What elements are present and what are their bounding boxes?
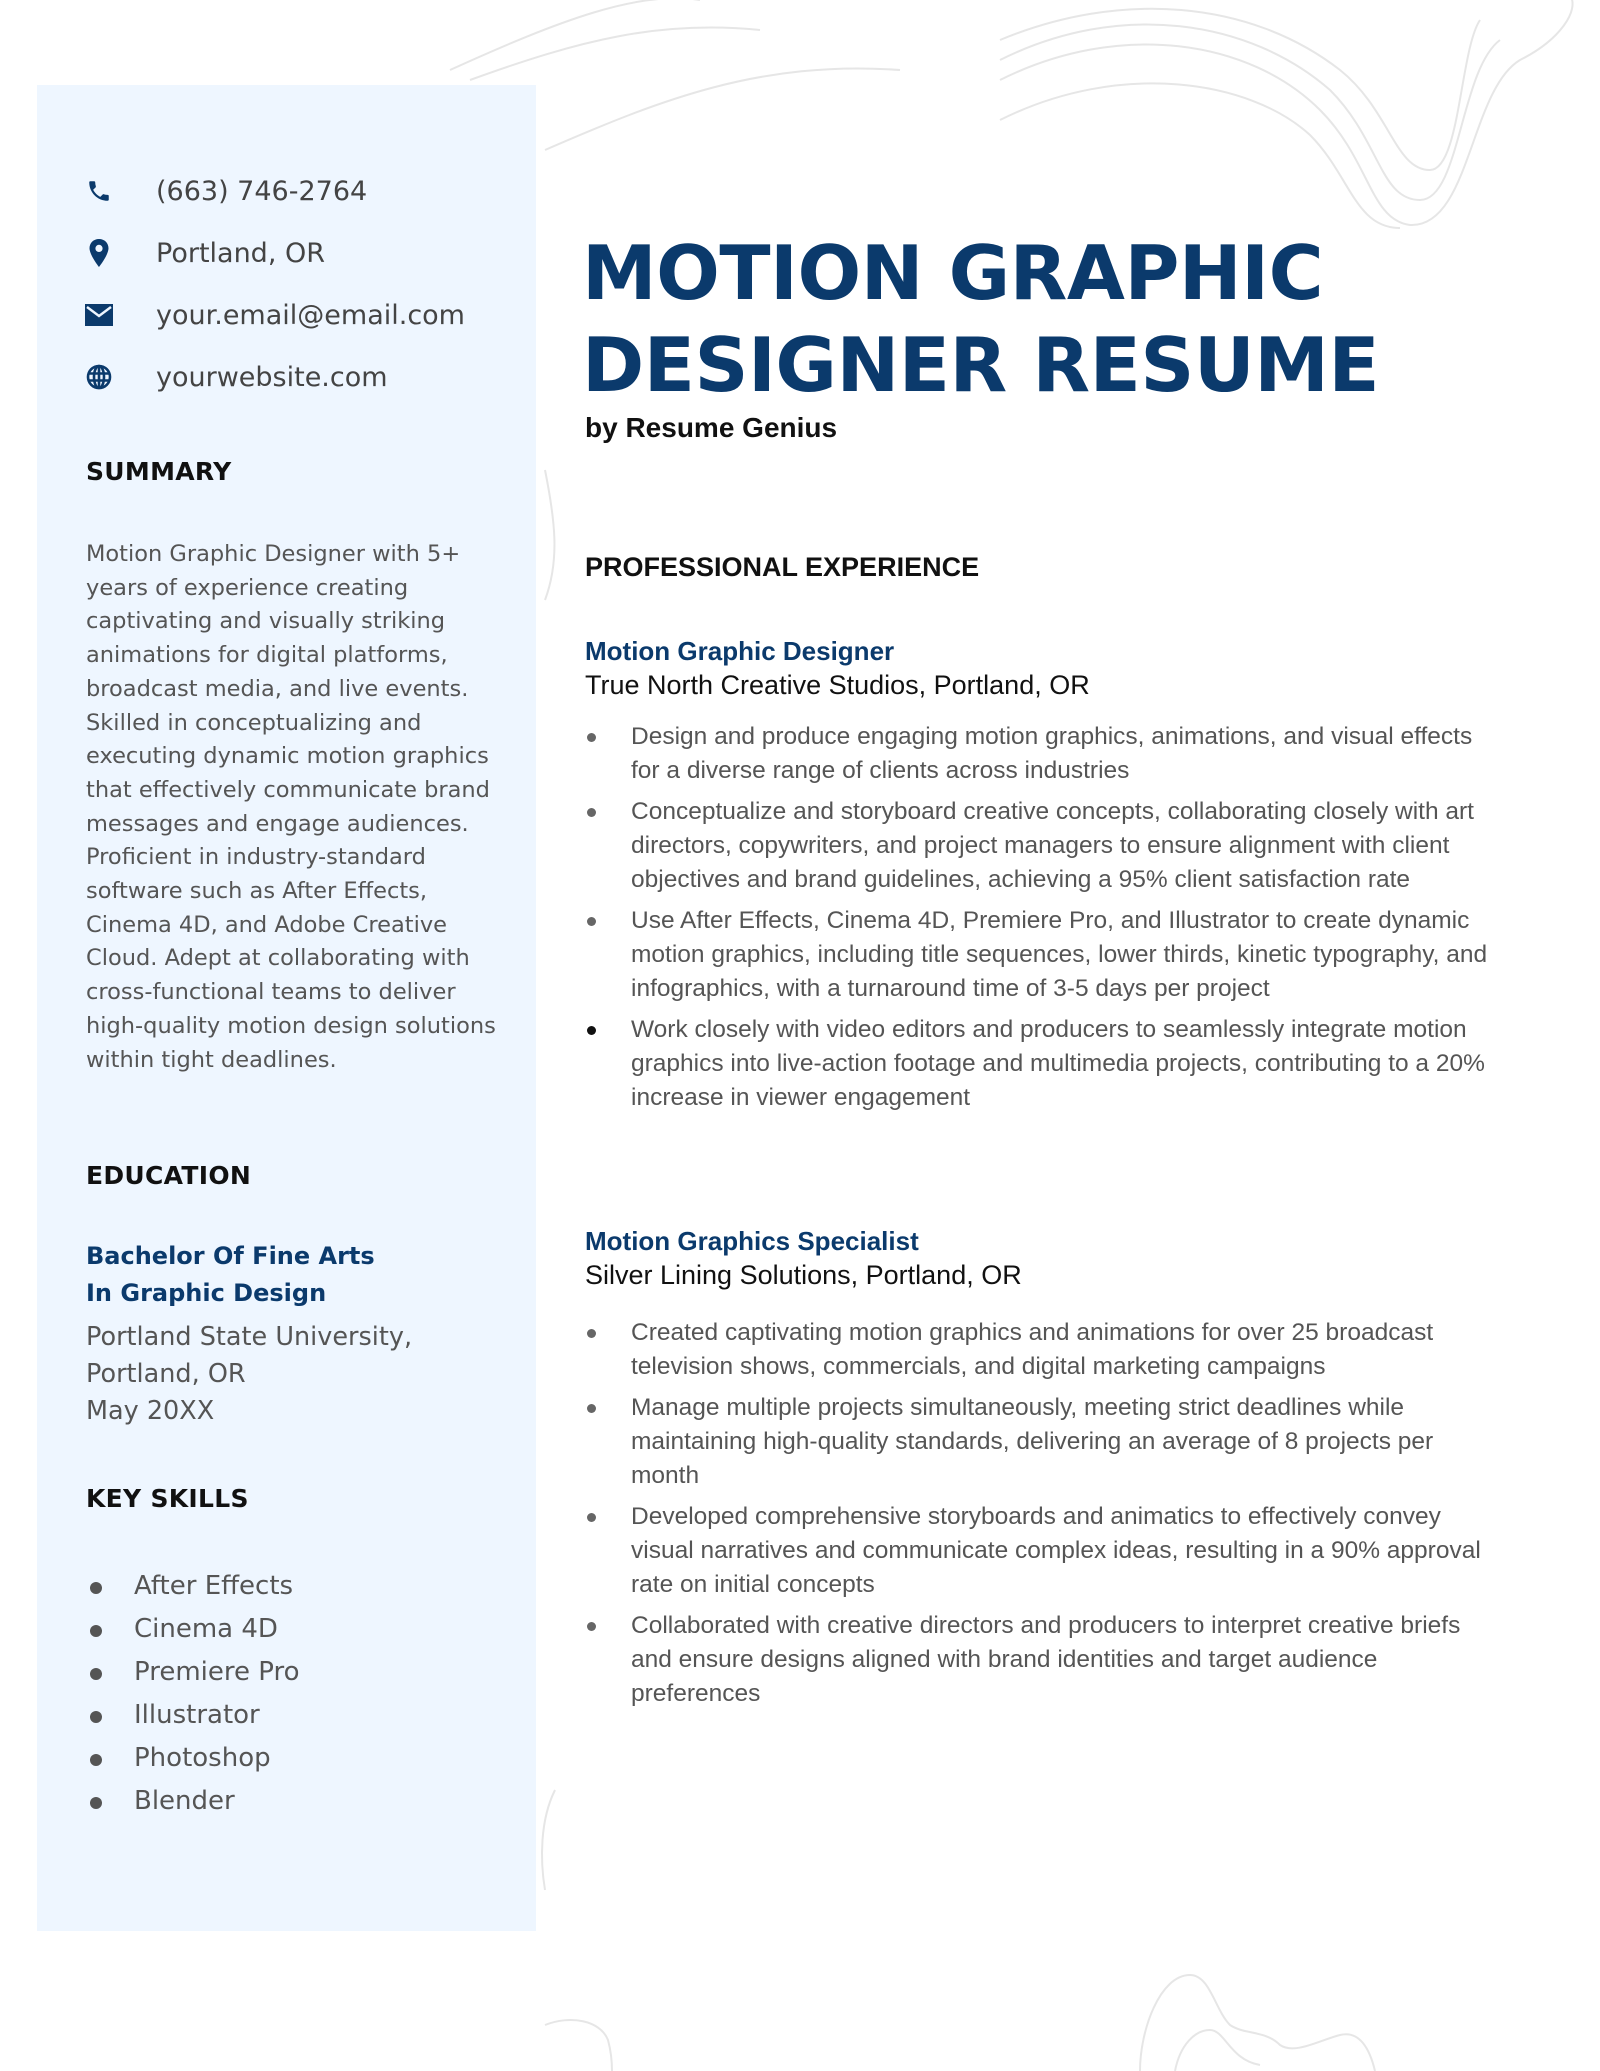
company-1: True North Creative Studios, Portland, OR — [585, 670, 1090, 700]
location-text: Portland, OR — [156, 237, 326, 269]
bullet-icon — [90, 1625, 102, 1637]
list-item: Use After Effects, Cinema 4D, Premiere Pro, and Illustrator to create dynamic motion graphics, including title sequences, lower thirds, kinetic typography, and infographics, with a turnaround time of 3-5 days per project — [585, 904, 1505, 1006]
list-item: Manage multiple projects simultaneously, meeting strict deadlines while maintaining high-quality standards, delivering an average of 8 projects per month — [585, 1391, 1505, 1493]
phone-icon — [84, 176, 114, 206]
list-item: Conceptualize and storyboard creative concepts, collaborating closely with art directors, copywriters, and project managers to ensure alignment with client objectives and brand guidelines, achieving a 95% client satisfaction rate — [585, 795, 1505, 897]
list-item: Work closely with video editors and producers to seamlessly integrate motion graphics into live-action footage and multimedia projects, contributing to a 20% increase in viewer engagement — [585, 1013, 1505, 1115]
bullet-icon — [90, 1711, 102, 1723]
bullet-icon — [587, 808, 596, 817]
email-link[interactable]: your.email@email.com — [156, 299, 465, 331]
job-title-1: Motion Graphic Designer — [585, 636, 895, 666]
phone-number: (663) 746-2764 — [156, 175, 368, 207]
bullet-icon — [90, 1797, 102, 1809]
school-location: Portland, OR — [86, 1359, 246, 1389]
bullet-icon — [587, 1404, 596, 1413]
job-title-2: Motion Graphics Specialist — [585, 1226, 919, 1256]
bullet-icon — [587, 917, 596, 926]
page-title-line-2: DESIGNER RESUME — [582, 321, 1380, 409]
skill-item: Cinema 4D — [86, 1609, 486, 1649]
contact-email[interactable] — [84, 295, 465, 335]
page-title-line-1: MOTION GRAPHIC — [582, 229, 1324, 317]
school-name: Portland State University, — [86, 1322, 413, 1352]
job-1-bullets — [585, 720, 1505, 1122]
bullet-icon — [587, 1329, 596, 1338]
byline: by Resume Genius — [585, 412, 838, 443]
skill-item: After Effects — [86, 1566, 486, 1606]
bullet-icon — [587, 1513, 596, 1522]
skills-heading: KEY SKILLS — [86, 1484, 249, 1513]
degree-line-2: In Graphic Design — [86, 1279, 327, 1307]
summary-heading: SUMMARY — [86, 457, 232, 486]
contact-location — [84, 233, 326, 273]
degree-line-1: Bachelor Of Fine Arts — [86, 1242, 375, 1270]
skill-item: Premiere Pro — [86, 1652, 486, 1692]
bullet-icon — [587, 1026, 596, 1035]
bullet-icon — [587, 733, 596, 742]
bullet-icon — [90, 1754, 102, 1766]
map-pin-icon — [84, 238, 114, 268]
list-item: Developed comprehensive storyboards and animatics to effectively convey visual narratives and communicate complex ideas, resulting in a 90% approval rate on initial concepts — [585, 1500, 1505, 1602]
graduation-date: May 20XX — [86, 1396, 215, 1426]
experience-heading: PROFESSIONAL EXPERIENCE — [585, 552, 980, 582]
envelope-icon — [84, 300, 114, 330]
bullet-icon — [90, 1668, 102, 1680]
contact-website[interactable] — [84, 357, 388, 397]
contact-phone — [84, 171, 368, 211]
list-item: Collaborated with creative directors and producers to interpret creative briefs and ensure designs aligned with brand identities and target audience preferences — [585, 1609, 1505, 1711]
company-2: Silver Lining Solutions, Portland, OR — [585, 1260, 1022, 1290]
bullet-icon — [587, 1622, 596, 1631]
bullet-icon — [90, 1582, 102, 1594]
website-link[interactable]: yourwebsite.com — [156, 361, 388, 393]
skill-item: Photoshop — [86, 1738, 486, 1778]
list-item: Design and produce engaging motion graphics, animations, and visual effects for a diverse range of clients across industries — [585, 720, 1505, 788]
education-heading: EDUCATION — [86, 1161, 252, 1190]
skill-item: Blender — [86, 1781, 486, 1821]
job-2-bullets — [585, 1316, 1505, 1718]
globe-icon — [84, 362, 114, 392]
summary-text: Motion Graphic Designer with 5+ years of experience creating captivating and visually striking animations for digital platforms, broadcast media, and live events. Skilled in conceptualizing and executing dynamic motion graphics that effectively communicate brand messages and engage audiences. Proficient in industry-standard software such as After Effects, Cinema 4D, and Adobe Creative Cloud. Adept at collaborating with cross-functional teams to deliver high-quality motion design solutions within tight deadlines. — [86, 541, 496, 1073]
skill-item: Illustrator — [86, 1695, 486, 1735]
list-item: Created captivating motion graphics and animations for over 25 broadcast television shows, commercials, and digital marketing campaigns — [585, 1316, 1505, 1384]
